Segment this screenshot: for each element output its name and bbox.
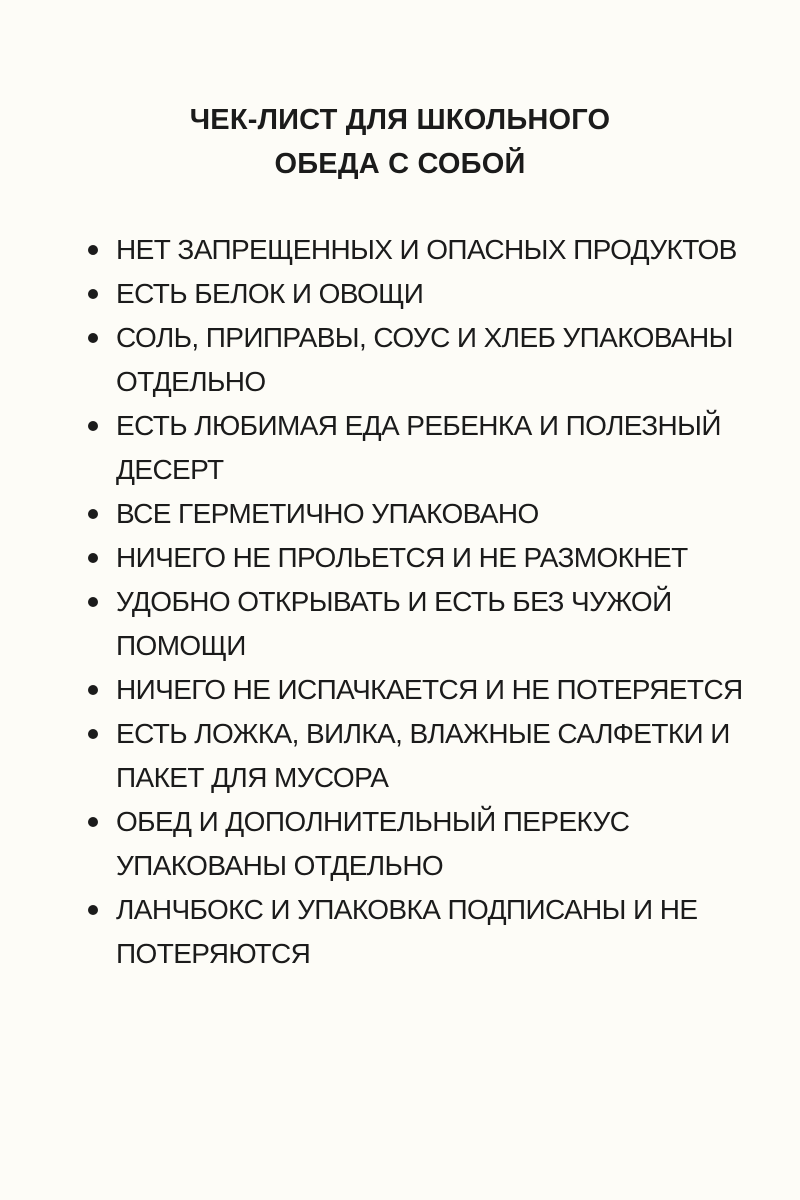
page-title: [0, 98, 800, 186]
bullet-icon: [88, 333, 98, 343]
bullet-icon: [88, 509, 98, 519]
checklist-item: [88, 492, 778, 536]
bullet-icon: [88, 245, 98, 255]
checklist-item-text: ЕСТЬ ЛЮБИМАЯ ЕДА РЕБЕНКА И ПОЛЕЗНЫЙ ДЕСЕРТ: [116, 410, 721, 485]
checklist-item-text: ЕСТЬ БЕЛОК И ОВОЩИ: [116, 278, 424, 309]
checklist-item-text: НИЧЕГО НЕ ИСПАЧКАЕТСЯ И НЕ ПОТЕРЯЕТСЯ: [116, 674, 743, 705]
checklist-item-text: ОБЕД И ДОПОЛНИТЕЛЬНЫЙ ПЕРЕКУС УПАКОВАНЫ ОТДЕЛЬНО: [116, 806, 630, 881]
checklist-item: [88, 888, 778, 976]
checklist-item-text: НИЧЕГО НЕ ПРОЛЬЕТСЯ И НЕ РАЗМОКНЕТ: [116, 542, 688, 573]
bullet-icon: [88, 685, 98, 695]
bullet-icon: [88, 421, 98, 431]
checklist-item: [88, 536, 778, 580]
checklist-item-text: УДОБНО ОТКРЫВАТЬ И ЕСТЬ БЕЗ ЧУЖОЙ ПОМОЩИ: [116, 586, 672, 661]
checklist-item-text: НЕТ ЗАПРЕЩЕННЫХ И ОПАСНЫХ ПРОДУКТОВ: [116, 234, 737, 265]
checklist-item: [88, 668, 778, 712]
page-title-line-2: ОБЕДА С СОБОЙ: [274, 148, 526, 180]
checklist-item-text: ЛАНЧБОКС И УПАКОВКА ПОДПИСАНЫ И НЕ ПОТЕРЯЮТСЯ: [116, 894, 698, 969]
bullet-icon: [88, 729, 98, 739]
bullet-icon: [88, 597, 98, 607]
checklist-item: [88, 800, 778, 888]
checklist-item-text: ВСЕ ГЕРМЕТИЧНО УПАКОВАНО: [116, 498, 539, 529]
checklist-item: [88, 580, 778, 668]
bullet-icon: [88, 289, 98, 299]
checklist-item: [88, 272, 778, 316]
bullet-icon: [88, 817, 98, 827]
checklist-item-text: ЕСТЬ ЛОЖКА, ВИЛКА, ВЛАЖНЫЕ САЛФЕТКИ И ПАКЕТ ДЛЯ МУСОРА: [116, 718, 730, 793]
checklist-item-text: СОЛЬ, ПРИПРАВЫ, СОУС И ХЛЕБ УПАКОВАНЫ ОТДЕЛЬНО: [116, 322, 733, 397]
checklist: [88, 228, 778, 976]
bullet-icon: [88, 905, 98, 915]
checklist-item: [88, 316, 778, 404]
bullet-icon: [88, 553, 98, 563]
page-title-line-1: ЧЕК-ЛИСТ ДЛЯ ШКОЛЬНОГО: [189, 104, 611, 136]
checklist-item: [88, 228, 778, 272]
checklist-item: [88, 404, 778, 492]
checklist-item: [88, 712, 778, 800]
